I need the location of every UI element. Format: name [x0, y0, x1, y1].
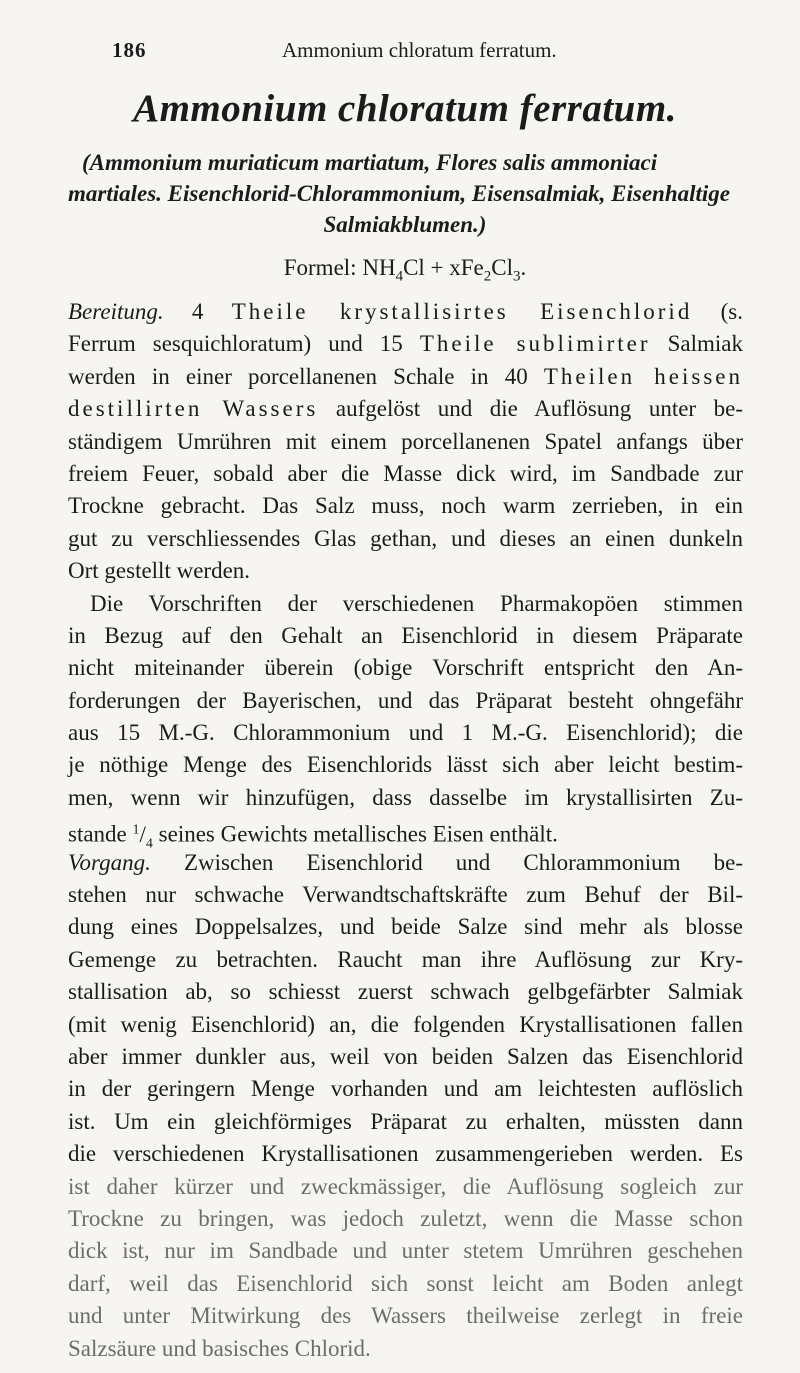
synonyms-line: Salmiakblumen.)	[323, 212, 487, 237]
spaced-text: Theilen heissen	[543, 363, 743, 389]
text-span: seines Gewichts metallisches Eisen enthält.	[152, 821, 558, 847]
text-span: aufgelöst und die Auflösung unter be-	[318, 396, 744, 422]
text-line: Trockne zu bringen, was jedoch zuletzt, wenn die Masse schon	[68, 1205, 743, 1231]
text-line: darf, weil das Eisenchlorid sich sonst leicht am Boden anlegt	[68, 1270, 743, 1296]
text-line	[68, 361, 743, 393]
synonyms-line: martiales. Eisenchlorid-Chlorammonium, Eisensalmiak, Eisenhaltige	[68, 181, 731, 206]
spaced-text: Theile krystallisirtes Eisenchlorid	[231, 299, 693, 324]
text-line: Trockne gebracht. Das Salz muss, noch warm zerrieben, in ein	[68, 493, 743, 519]
text-span: 4	[163, 299, 232, 324]
text-line: dung eines Doppelsalzes, und beide Salze sind mehr als blosse	[68, 914, 743, 940]
text-span: Salmiak	[650, 331, 743, 357]
fraction-denominator: 4	[145, 836, 153, 852]
page-number: 186	[112, 38, 147, 62]
text-line: in der geringern Menge vorhanden und am leichtesten auflöslich	[68, 1076, 743, 1102]
text-line	[68, 328, 743, 360]
text-line: freiem Feuer, sobald aber die Masse dick wird, im Sandbade zur	[68, 460, 743, 486]
text-line: ist. Um ein gleichförmiges Präparat zu erhalten, müssten dann	[68, 1108, 743, 1134]
section-label: Vorgang.	[68, 849, 151, 875]
text-line: nicht miteinander überein (obige Vorschrift entspricht den An-	[68, 655, 743, 681]
formula-part: NH	[362, 255, 396, 280]
text-span: werden in einer porcellanenen Schale in 40	[68, 363, 544, 389]
text-line: Gemenge zu betrachten. Raucht man ihre Auflösung zur Kry-	[68, 946, 743, 972]
section-label: Bereitung.	[68, 299, 164, 324]
running-title: Ammonium chloratum ferratum.	[282, 38, 557, 62]
spaced-text: destillirten Wassers	[68, 396, 319, 422]
text-line: die verschiedenen Krystallisationen zusammengerieben werden. Es	[68, 1141, 743, 1167]
fraction: $^1/_4$	[132, 821, 153, 852]
text-span: (s.	[692, 299, 744, 324]
formula-part: Cl + xFe	[403, 255, 484, 280]
formula-label: Formel:	[283, 255, 357, 280]
spaced-text: Theile sublimirter	[419, 331, 651, 357]
article-title: Ammonium chloratum ferratum.	[133, 87, 677, 130]
text-line: stallisation ab, so schiesst zuerst schwach gelbgefärbter Salmiak	[68, 979, 743, 1005]
text-line	[68, 814, 743, 852]
text-line: forderungen der Bayerischen, und das Präparat besteht ohngefähr	[68, 687, 743, 713]
text-line: aber immer dunkler aus, weil von beiden Salzen das Eisenchlorid	[68, 1043, 743, 1069]
text-line	[68, 393, 743, 425]
text-line: aus 15 M.-G. Chlorammonium und 1 M.-G. Eisenchlorid); die	[68, 720, 743, 746]
text-line: und unter Mitwirkung des Wassers theilweise zerlegt in freie	[68, 1303, 743, 1329]
text-line: gut zu verschliessendes Glas gethan, und dieses an einen dunkeln	[68, 525, 743, 551]
synonyms-block	[68, 147, 742, 240]
text-span: Zwischen Eisenchlorid und Chlorammonium be-	[150, 849, 743, 875]
text-line: ständigem Umrühren mit einem porcellanenen Spatel anfangs über	[68, 428, 743, 454]
formula-part: .	[520, 255, 527, 280]
chemical-formula	[68, 255, 742, 286]
synonyms-line: (Ammonium muriaticum martiatum, Flores salis ammoniaci	[82, 150, 658, 175]
formula-subscript: 3	[513, 268, 521, 285]
text-line	[68, 296, 743, 328]
text-line: Die Vorschriften der verschiedenen Pharmakopöen stimmen	[90, 590, 743, 616]
text-line: je nöthige Menge des Eisenchlorids lässt sich aber leicht bestim-	[68, 752, 743, 778]
fraction-numerator: 1	[132, 822, 140, 838]
text-line	[68, 847, 743, 879]
running-header	[112, 38, 712, 68]
text-line: Salzsäure und basisches Chlorid.	[68, 1335, 371, 1361]
text-line: stehen nur schwache Verwandtschaftskräfte zum Behuf der Bil-	[68, 882, 743, 908]
formula-subscript: 4	[395, 268, 404, 285]
formula-part: Cl	[491, 255, 513, 280]
text-line: (mit wenig Eisenchlorid) an, die folgenden Krystallisationen fallen	[68, 1011, 743, 1037]
text-span: Ferrum sesquichloratum) und 15	[68, 331, 420, 357]
text-line: in Bezug auf den Gehalt an Eisenchlorid in diesem Präparate	[68, 622, 743, 648]
text-line: ist daher kürzer und zweckmässiger, die Auflösung sogleich zur	[68, 1173, 743, 1199]
body-text	[68, 296, 743, 1365]
text-span: stande	[68, 821, 133, 847]
formula-subscript: 2	[483, 268, 492, 285]
text-line: men, wenn wir hinzufügen, dass dasselbe im krystallisirten Zu-	[68, 784, 743, 810]
text-line: Ort gestellt werden.	[68, 558, 251, 584]
text-line: dick ist, nur im Sandbade und unter stetem Umrühren geschehen	[68, 1238, 743, 1264]
